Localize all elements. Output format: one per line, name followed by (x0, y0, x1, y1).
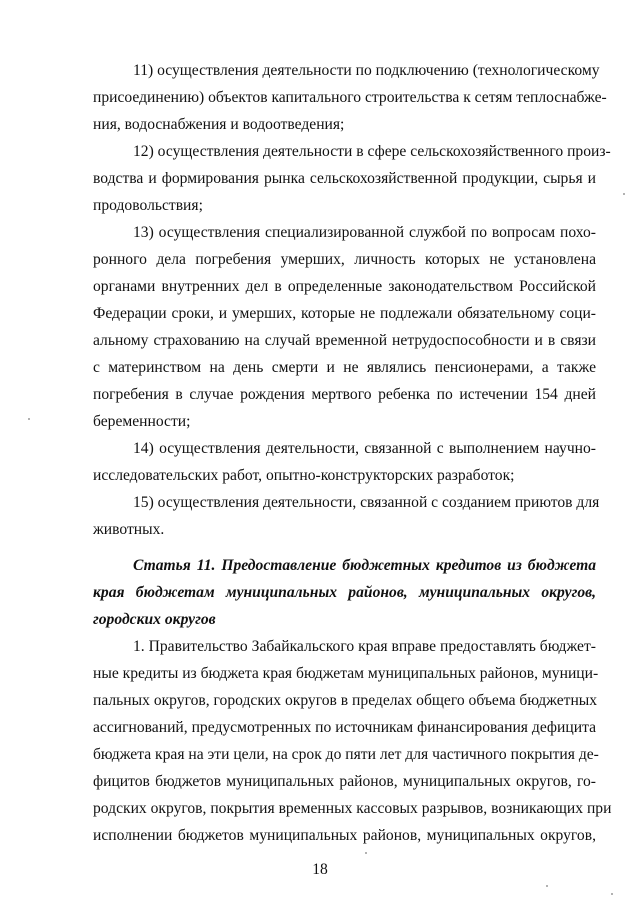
text-line: 12) осуществления деятельности в сфере сельскохозяйственного произ- (133, 143, 611, 160)
text-line: присоединению) объектов капитального строительства к сетям теплоснабже- (93, 89, 607, 106)
text-line: 11) осуществления деятельности по подключению (технологическому (133, 62, 600, 79)
text-line: 1. Правительство Забайкальского края вправе предоставлять бюджет- (133, 638, 596, 655)
scan-speck (623, 193, 625, 195)
article-heading-line: края бюджетам муниципальных районов, муниципальных округов, (93, 584, 596, 601)
text-line: исполнении бюджетов муниципальных районов, муниципальных округов, (93, 827, 596, 844)
text-line: ронного дела погребения умерших, личность которых не установлена (93, 251, 596, 268)
scan-speck (365, 852, 367, 854)
scan-speck (28, 418, 30, 420)
text-line: погребения в случае рождения мертвого ребенка по истечении 154 дней (93, 386, 596, 403)
scan-speck (611, 893, 613, 895)
text-line: животных. (93, 521, 165, 538)
text-line: фицитов бюджетов муниципальных районов, муниципальных округов, го- (93, 773, 596, 790)
text-line: альному страхованию на случай временной нетрудоспособности и в связи (93, 332, 596, 349)
text-line: органами внутренних дел в определенные законодательством Российской (93, 278, 596, 295)
text-line: 14) осуществления деятельности, связанной с выполнением научно- (133, 440, 596, 457)
text-line: исследовательских работ, опытно-конструкторских разработок; (93, 467, 515, 484)
text-line: бюджета края на эти цели, на срок до пяти лет для частичного покрытия де- (93, 746, 599, 763)
text-line: Федерации сроки, и умерших, которые не подлежали обязательному соци- (93, 305, 596, 322)
page-number: 18 (312, 861, 328, 878)
text-line: 15) осуществления деятельности, связанной с созданием приютов для (133, 494, 600, 511)
text-line: пальных округов, городских округов в пределах общего объема бюджетных (93, 692, 598, 709)
text-line: беременности; (93, 413, 191, 430)
scan-speck (546, 885, 548, 887)
article-heading-line: Статья 11. Предоставление бюджетных кредитов из бюджета (133, 557, 596, 574)
text-line: водства и формирования рынка сельскохозяйственной продукции, сырья и (93, 170, 596, 187)
text-line: ные кредиты из бюджета края бюджетам муниципальных районов, муници- (93, 665, 599, 682)
text-line: ния, водоснабжения и водоотведения; (93, 116, 345, 133)
article-heading-line: городских округов (93, 611, 216, 628)
text-line: родских округов, покрытия временных кассовых разрывов, возникающих при (93, 800, 612, 817)
text-line: ассигнований, предусмотренных по источникам финансирования дефицита (93, 719, 596, 736)
text-line: с материнством на день смерти и не являлись пенсионерами, а также (93, 359, 596, 376)
text-line: продовольствия; (93, 197, 203, 214)
text-line: 13) осуществления специализированной службой по вопросам похо- (133, 224, 596, 241)
